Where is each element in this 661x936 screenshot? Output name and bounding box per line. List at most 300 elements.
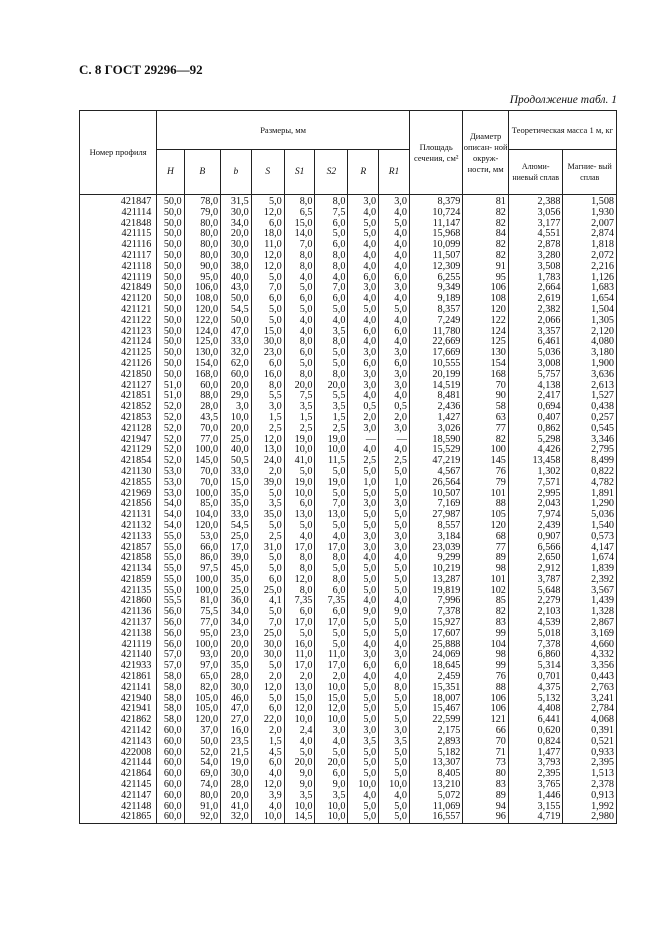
table-cell: 5,0 [348,704,379,715]
table-cell: 22,0 [251,715,284,726]
table-cell: 77,0 [184,618,220,629]
table-row [80,316,617,327]
table-cell: 4,0 [348,208,379,219]
table-cell: 421854 [80,456,157,467]
table-row [80,381,617,392]
table-cell: 52,0 [157,424,184,435]
table-cell: 421133 [80,532,157,543]
table-cell: 2,5 [315,424,348,435]
table-cell: 101 [463,489,508,500]
table-cell: 3,9 [251,791,284,802]
table-cell: 3,357 [508,327,563,338]
table-cell: 421144 [80,758,157,769]
table-cell: 10,0 [348,780,379,791]
table-cell: 2,0 [379,413,410,424]
table-cell: 76 [463,467,508,478]
table-cell: 20,0 [221,381,252,392]
table-cell: 3,346 [563,435,617,446]
table-cell: 50,0 [157,294,184,305]
table-cell: 5,0 [284,629,315,640]
table-cell: 5,0 [315,564,348,575]
table-cell: 1,900 [563,359,617,370]
table-cell: 66,0 [184,543,220,554]
table-cell: 4,138 [508,381,563,392]
table-cell: 0,620 [508,726,563,737]
table-row [80,596,617,607]
table-cell: 100,0 [184,489,220,500]
table-cell: 1,0 [348,478,379,489]
table-cell: 1,504 [563,305,617,316]
table-cell: 58,0 [157,672,184,683]
table-cell: 82 [463,219,508,230]
table-cell: 421941 [80,704,157,715]
table-cell: 5,0 [251,195,284,208]
table-cell: 89 [463,553,508,564]
table-cell: 5,0 [315,229,348,240]
table-cell: 421130 [80,467,157,478]
table-cell: 4,0 [379,553,410,564]
table-cell: 8,0 [315,553,348,564]
table-cell: 125,0 [184,337,220,348]
table-cell: 4,782 [563,478,617,489]
table-cell: 9,0 [348,607,379,618]
table-cell: 104 [463,640,508,651]
table-cell: 421947 [80,435,157,446]
table-cell: 4,0 [348,391,379,402]
table-cell: 5,0 [251,661,284,672]
table-cell: 79,0 [184,208,220,219]
table-cell: 11,069 [409,802,462,813]
table-cell: 3,0 [348,543,379,554]
table-cell: 31,0 [251,543,284,554]
table-cell: 0,257 [563,413,617,424]
table-cell: 5,0 [348,575,379,586]
table-cell: 105 [463,510,508,521]
table-row [80,769,617,780]
table-cell: 25,0 [221,586,252,597]
table-cell: 53,0 [157,489,184,500]
table-cell: 421851 [80,391,157,402]
table-row [80,402,617,413]
table-cell: 9,349 [409,283,462,294]
table-cell: 3,5 [284,402,315,413]
table-cell: 9,0 [379,607,410,618]
header-B: B [184,150,220,195]
table-cell: 5,0 [379,564,410,575]
table-row [80,195,617,208]
table-cell: 421853 [80,413,157,424]
table-cell: 1,992 [563,802,617,813]
table-cell: 4,0 [315,273,348,284]
table-cell: 3,508 [508,262,563,273]
table-cell: 1,839 [563,564,617,575]
table-cell: 5,0 [348,467,379,478]
table-cell: 0,862 [508,424,563,435]
table-cell: 100 [463,445,508,456]
table-cell: 0,573 [563,532,617,543]
table-cell: 55,0 [157,532,184,543]
table-cell: 33,0 [221,337,252,348]
table-cell: 4,0 [315,532,348,543]
table-cell: 106 [463,694,508,705]
table-cell: 2,382 [508,305,563,316]
table-cell: 10,0 [315,812,348,823]
table-cell: 5,0 [284,305,315,316]
table-cell: 18,645 [409,661,462,672]
table-cell: 1,654 [563,294,617,305]
table-cell: 7,5 [315,208,348,219]
table-cell: 60,0 [157,802,184,813]
table-cell: 120,0 [184,305,220,316]
table-row [80,694,617,705]
table-cell: 3,0 [379,348,410,359]
table-cell: 9,0 [284,780,315,791]
table-cell: 21,5 [221,748,252,759]
table-cell: 54,0 [184,758,220,769]
table-cell: 101 [463,575,508,586]
table-cell: 3,0 [348,381,379,392]
table-cell: 53,0 [157,467,184,478]
table-cell: 3,0 [379,499,410,510]
table-cell: 2,066 [508,316,563,327]
table-cell: 10,0 [284,489,315,500]
table-cell: 5,0 [348,564,379,575]
table-cell: 3,0 [379,543,410,554]
table-cell: 5,0 [315,748,348,759]
table-cell: 130,0 [184,348,220,359]
table-cell: 6,0 [251,294,284,305]
table-cell: 98 [463,564,508,575]
table-cell: 5,0 [315,640,348,651]
table-cell: 5,132 [508,694,563,705]
table-row [80,629,617,640]
table-row [80,283,617,294]
table-cell: 421119 [80,273,157,284]
table-cell: 27,0 [221,715,252,726]
table-cell: 102 [463,586,508,597]
table-cell: 421147 [80,791,157,802]
table-cell: 421116 [80,240,157,251]
table-cell: 10,507 [409,489,462,500]
table-cell: 3,0 [348,370,379,381]
table-cell: 17,0 [315,543,348,554]
table-cell: 2,664 [508,283,563,294]
table-cell: 421138 [80,629,157,640]
table-cell: 30,0 [221,769,252,780]
header-S1: S1 [284,150,315,195]
table-cell: 47,0 [221,327,252,338]
table-cell: 7,35 [315,596,348,607]
table-cell: 5,0 [348,510,379,521]
table-cell: 2,378 [563,780,617,791]
table-cell: 4,1 [251,596,284,607]
table-cell: 82 [463,240,508,251]
table-cell: 421142 [80,726,157,737]
table-cell: 39,0 [251,478,284,489]
table-cell: 7,378 [508,640,563,651]
table-cell: 12,0 [251,262,284,273]
table-row [80,553,617,564]
table-cell: 70,0 [184,467,220,478]
table-cell: 33,0 [221,510,252,521]
header-S: S [251,150,284,195]
table-row [80,737,617,748]
table-cell: 3,5 [284,791,315,802]
table-cell: 6,0 [251,758,284,769]
table-cell: 421132 [80,521,157,532]
table-cell: 5,0 [379,758,410,769]
table-cell: 2,995 [508,489,563,500]
table-cell: 4,0 [284,737,315,748]
table-cell: 1,5 [251,737,284,748]
table-cell: 50,0 [157,240,184,251]
table-cell: 4,0 [284,327,315,338]
table-cell: 19,0 [221,758,252,769]
table-cell: 4,0 [379,229,410,240]
table-cell: 11,5 [315,456,348,467]
table-row [80,208,617,219]
table-cell: 7,0 [315,283,348,294]
table-cell: 7,35 [284,596,315,607]
table-row [80,618,617,629]
table-cell: 5,0 [379,715,410,726]
table-cell: 7,996 [409,596,462,607]
table-cell: 5,0 [315,629,348,640]
table-cell: 421861 [80,672,157,683]
table-cell: 1,328 [563,607,617,618]
table-cell: 4,0 [348,672,379,683]
table-cell: 2,912 [508,564,563,575]
table-cell: 3,0 [379,370,410,381]
table-cell: 7,378 [409,607,462,618]
table-cell: 6,0 [315,240,348,251]
table-cell: 4,375 [508,683,563,694]
table-cell: 6,0 [284,294,315,305]
table-cell: 17,0 [315,618,348,629]
table-cell: 4,426 [508,445,563,456]
table-cell: 2,120 [563,327,617,338]
table-cell: 2,878 [508,240,563,251]
table-cell: 3,0 [379,195,410,208]
table-cell: 99 [463,629,508,640]
table-cell: 5,0 [348,305,379,316]
table-cell: 421969 [80,489,157,500]
table-cell: 100,0 [184,445,220,456]
table-cell: 1,683 [563,283,617,294]
table-cell: 81 [463,195,508,208]
table-cell: 6,0 [379,327,410,338]
table-cell: 421850 [80,370,157,381]
table-row [80,543,617,554]
table-cell: 421126 [80,359,157,370]
table-cell: 77,0 [184,435,220,446]
header-R1: R1 [379,150,410,195]
table-cell: 54,5 [221,305,252,316]
table-cell: 0,913 [563,791,617,802]
table-cell: 1,674 [563,553,617,564]
table-cell: 6,0 [315,769,348,780]
table-cell: 3,793 [508,758,563,769]
table-cell: 82 [463,607,508,618]
table-cell: 5,0 [379,489,410,500]
table-cell: 3,180 [563,348,617,359]
table-cell: 83 [463,618,508,629]
table-row [80,262,617,273]
table-cell: 4,0 [379,640,410,651]
table-cell: 106 [463,283,508,294]
table-cell: 2,395 [563,758,617,769]
table-cell: 0,824 [508,737,563,748]
table-cell: 5,0 [379,586,410,597]
table-cell: 91 [463,262,508,273]
table-cell: 66 [463,726,508,737]
table-cell: 10,0 [315,802,348,813]
table-cell: 5,0 [284,283,315,294]
table-cell: 32,0 [221,348,252,359]
table-cell: 17,0 [284,543,315,554]
table-cell: 4,0 [379,672,410,683]
table-cell: 130 [463,348,508,359]
table-cell: 2,0 [315,672,348,683]
table-cell: 70,0 [184,478,220,489]
header-dimensions: Размеры, мм [157,111,410,150]
table-cell: 0,701 [508,672,563,683]
table-cell: 421115 [80,229,157,240]
table-cell: 8,0 [284,251,315,262]
table-cell: 12,0 [315,704,348,715]
table-cell: 60,0 [157,758,184,769]
table-cell: 15,0 [284,694,315,705]
table-cell: 5,0 [348,694,379,705]
table-cell: 12,0 [251,251,284,262]
table-cell: 30,0 [251,640,284,651]
table-cell: 5,0 [315,521,348,532]
table-cell: 3,184 [409,532,462,543]
table-cell: 421849 [80,283,157,294]
table-cell: 4,567 [409,467,462,478]
table-cell: 0,694 [508,402,563,413]
table-cell: 17,0 [284,618,315,629]
table-cell: 88,0 [184,391,220,402]
profile-table [79,110,617,824]
table-cell: 2,439 [508,521,563,532]
table-cell: 421134 [80,564,157,575]
table-cell: 421128 [80,424,157,435]
table-cell: 4,147 [563,543,617,554]
table-cell: 5,0 [379,618,410,629]
table-cell: 421858 [80,553,157,564]
table-cell: 56,0 [157,618,184,629]
table-row [80,229,617,240]
table-cell: 0,5 [379,402,410,413]
table-cell: 15,0 [315,694,348,705]
table-cell: 14,5 [284,812,315,823]
table-cell: 58 [463,402,508,413]
table-cell: 121 [463,715,508,726]
table-cell: 125 [463,337,508,348]
table-cell: 53,0 [184,532,220,543]
table-cell: 7,249 [409,316,462,327]
table-cell: 2,874 [563,229,617,240]
table-cell: 13,0 [315,510,348,521]
table-cell: 421120 [80,294,157,305]
table-cell: 54,5 [221,521,252,532]
table-cell: 2,007 [563,219,617,230]
table-cell: 2,103 [508,607,563,618]
table-cell: 122 [463,316,508,327]
table-cell: 55,0 [157,586,184,597]
table-cell: 1,5 [284,413,315,424]
page-header: С. 8 ГОСТ 29296—92 [79,62,203,77]
table-cell: 4,0 [315,316,348,327]
table-cell: 7,0 [251,283,284,294]
table-cell: 62,0 [221,359,252,370]
table-cell: 16,0 [221,726,252,737]
table-row [80,758,617,769]
table-cell: 3,177 [508,219,563,230]
table-cell: 25,0 [251,586,284,597]
table-cell: 2,072 [563,251,617,262]
table-cell: 60,0 [157,737,184,748]
table-cell: 4,068 [563,715,617,726]
table-cell: 15,0 [251,327,284,338]
table-cell: 30,0 [221,683,252,694]
table-cell: 6,0 [284,607,315,618]
table-cell: 4,0 [348,240,379,251]
table-row [80,672,617,683]
table-cell: 6,0 [379,273,410,284]
table-cell: 3,0 [379,726,410,737]
table-cell: 421121 [80,305,157,316]
table-cell: 12,0 [284,704,315,715]
table-cell: 5,0 [251,521,284,532]
table-cell: 4,0 [348,316,379,327]
table-cell: 54,0 [157,510,184,521]
table-cell: 11,780 [409,327,462,338]
table-cell: 60,0 [221,370,252,381]
table-cell: 4,0 [284,316,315,327]
table-cell: 8,0 [315,262,348,273]
table-cell: 58,0 [157,704,184,715]
table-cell: 5,0 [315,467,348,478]
table-cell: 3,0 [379,532,410,543]
table-cell: 78,0 [184,195,220,208]
table-cell: 9,299 [409,553,462,564]
table-cell: 2,619 [508,294,563,305]
table-cell: 20,0 [221,640,252,651]
table-cell: 60,0 [157,748,184,759]
table-cell: 40,0 [221,273,252,284]
table-row [80,240,617,251]
table-cell: 421140 [80,650,157,661]
table-cell: 6,0 [251,359,284,370]
table-cell: 19,0 [284,435,315,446]
table-cell: 4,0 [348,294,379,305]
table-cell: 4,0 [284,273,315,284]
table-cell: 32,0 [221,812,252,823]
table-cell: 2,395 [508,769,563,780]
table-cell: 2,893 [409,737,462,748]
table-cell: 3,5 [315,791,348,802]
table-cell: 1,540 [563,521,617,532]
table-cell: 13,458 [508,456,563,467]
table-cell: 10,0 [251,812,284,823]
table-cell: 6,0 [379,661,410,672]
table-cell: 8,0 [284,337,315,348]
table-cell: 6,0 [348,661,379,672]
table-cell: 2,436 [409,402,462,413]
table-cell: 13,287 [409,575,462,586]
